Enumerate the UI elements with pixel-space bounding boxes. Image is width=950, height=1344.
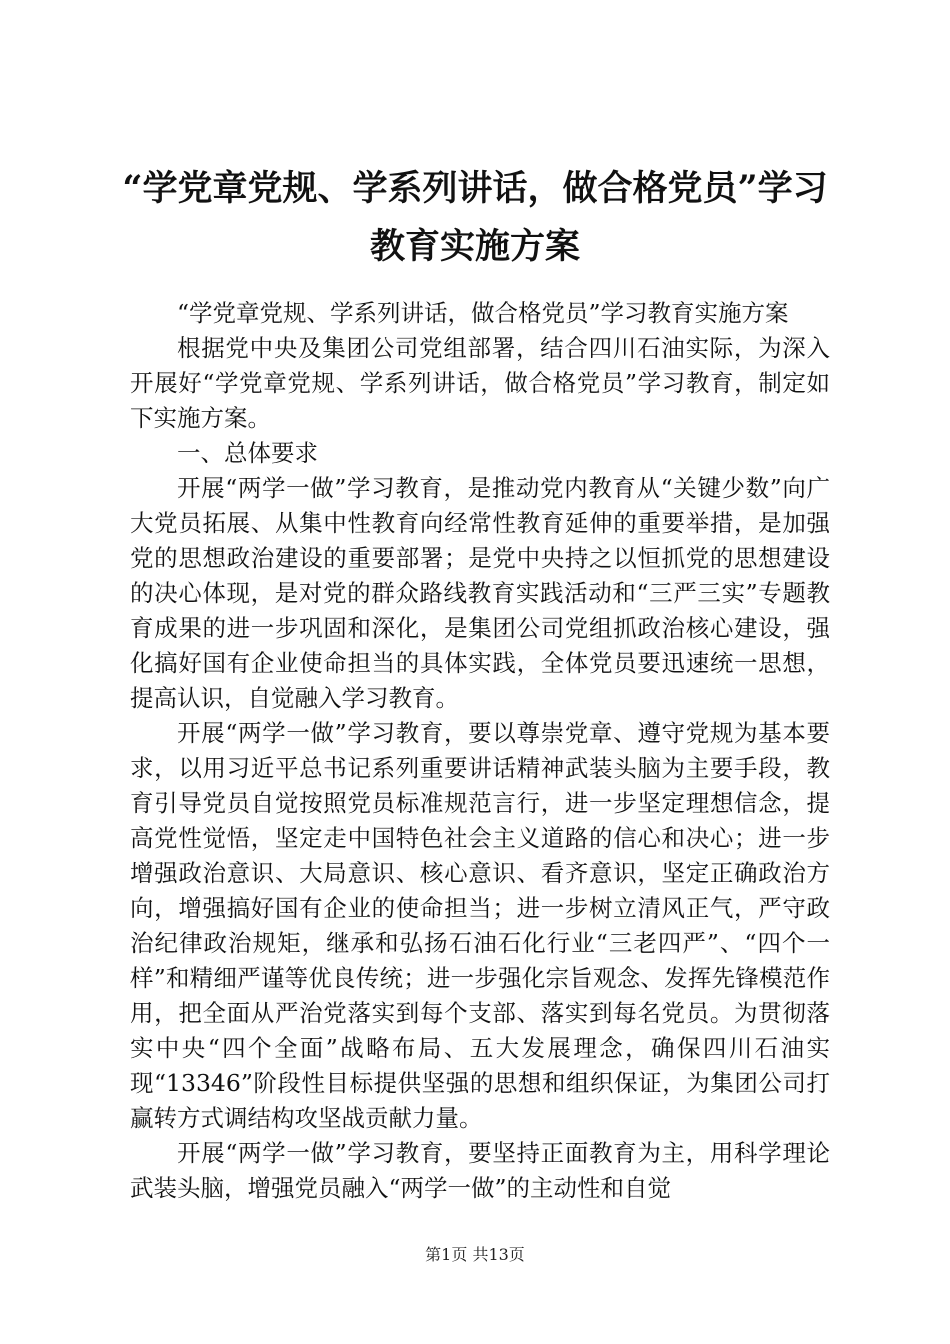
page-footer: 第1页 共13页 bbox=[425, 1245, 525, 1264]
section-heading: 一、总体要求 bbox=[177, 439, 318, 467]
body-paragraph: 开展“两学一做”学习教育，是推动党内教育从“关键少数”向广大党员拓展、从集中性教育向经常性教育延伸的重要举措，是加强党的思想政治建设的重要部署；是党中央持之以恒抓党的思想建设的决心体现，是对党的群众路线教育实践活动和“三严三实”专题教育成果的进一步巩固和深化，是集团公司党组抓政治核心建设，强化搞好国有企业使命担当的具体实践，全体党员要迅速统一思想，提高认识，自觉融入学习教育。 bbox=[130, 474, 830, 712]
document-body bbox=[130, 296, 830, 1206]
body-paragraph: 开展“两学一做”学习教育，要以尊崇党章、遵守党规为基本要求，以用习近平总书记系列重要讲话精神武装头脑为主要手段，教育引导党员自觉按照党员标准规范言行，进一步坚定理想信念，提高党性觉悟，坚定走中国特色社会主义道路的信心和决心；进一步增强政治意识、大局意识、核心意识、看齐意识，坚定正确政治方向，增强搞好国有企业的使命担当；进一步树立清风正气，严守政治纪律政治规矩，继承和弘扬石油石化行业“三老四严”、“四个一样”和精细严谨等优良传统；进一步强化宗旨观念、发挥先锋模范作用，把全面从严治党落实到每个支部、落实到每名党员。为贯彻落实中央“四个全面”战略布局、五大发展理念，确保四川石油实现“13346”阶段性目标提供坚强的思想和组织保证，为集团公司打赢转方式调结构攻坚战贡献力量。 bbox=[130, 719, 830, 1132]
subtitle-paragraph: “学党章党规、学系列讲话，做合格党员”学习教育实施方案 bbox=[177, 299, 789, 327]
intro-paragraph: 根据党中央及集团公司党组部署，结合四川石油实际，为深入开展好“学党章党规、学系列讲话，做合格党员”学习教育，制定如下实施方案。 bbox=[130, 334, 830, 432]
document-title: “学党章党规、学系列讲话，做合格党员”学习教育实施方案 bbox=[122, 168, 828, 267]
body-paragraph: 开展“两学一做”学习教育，要坚持正面教育为主，用科学理论武装头脑，增强党员融入“两学一做”的主动性和自觉 bbox=[130, 1139, 830, 1202]
